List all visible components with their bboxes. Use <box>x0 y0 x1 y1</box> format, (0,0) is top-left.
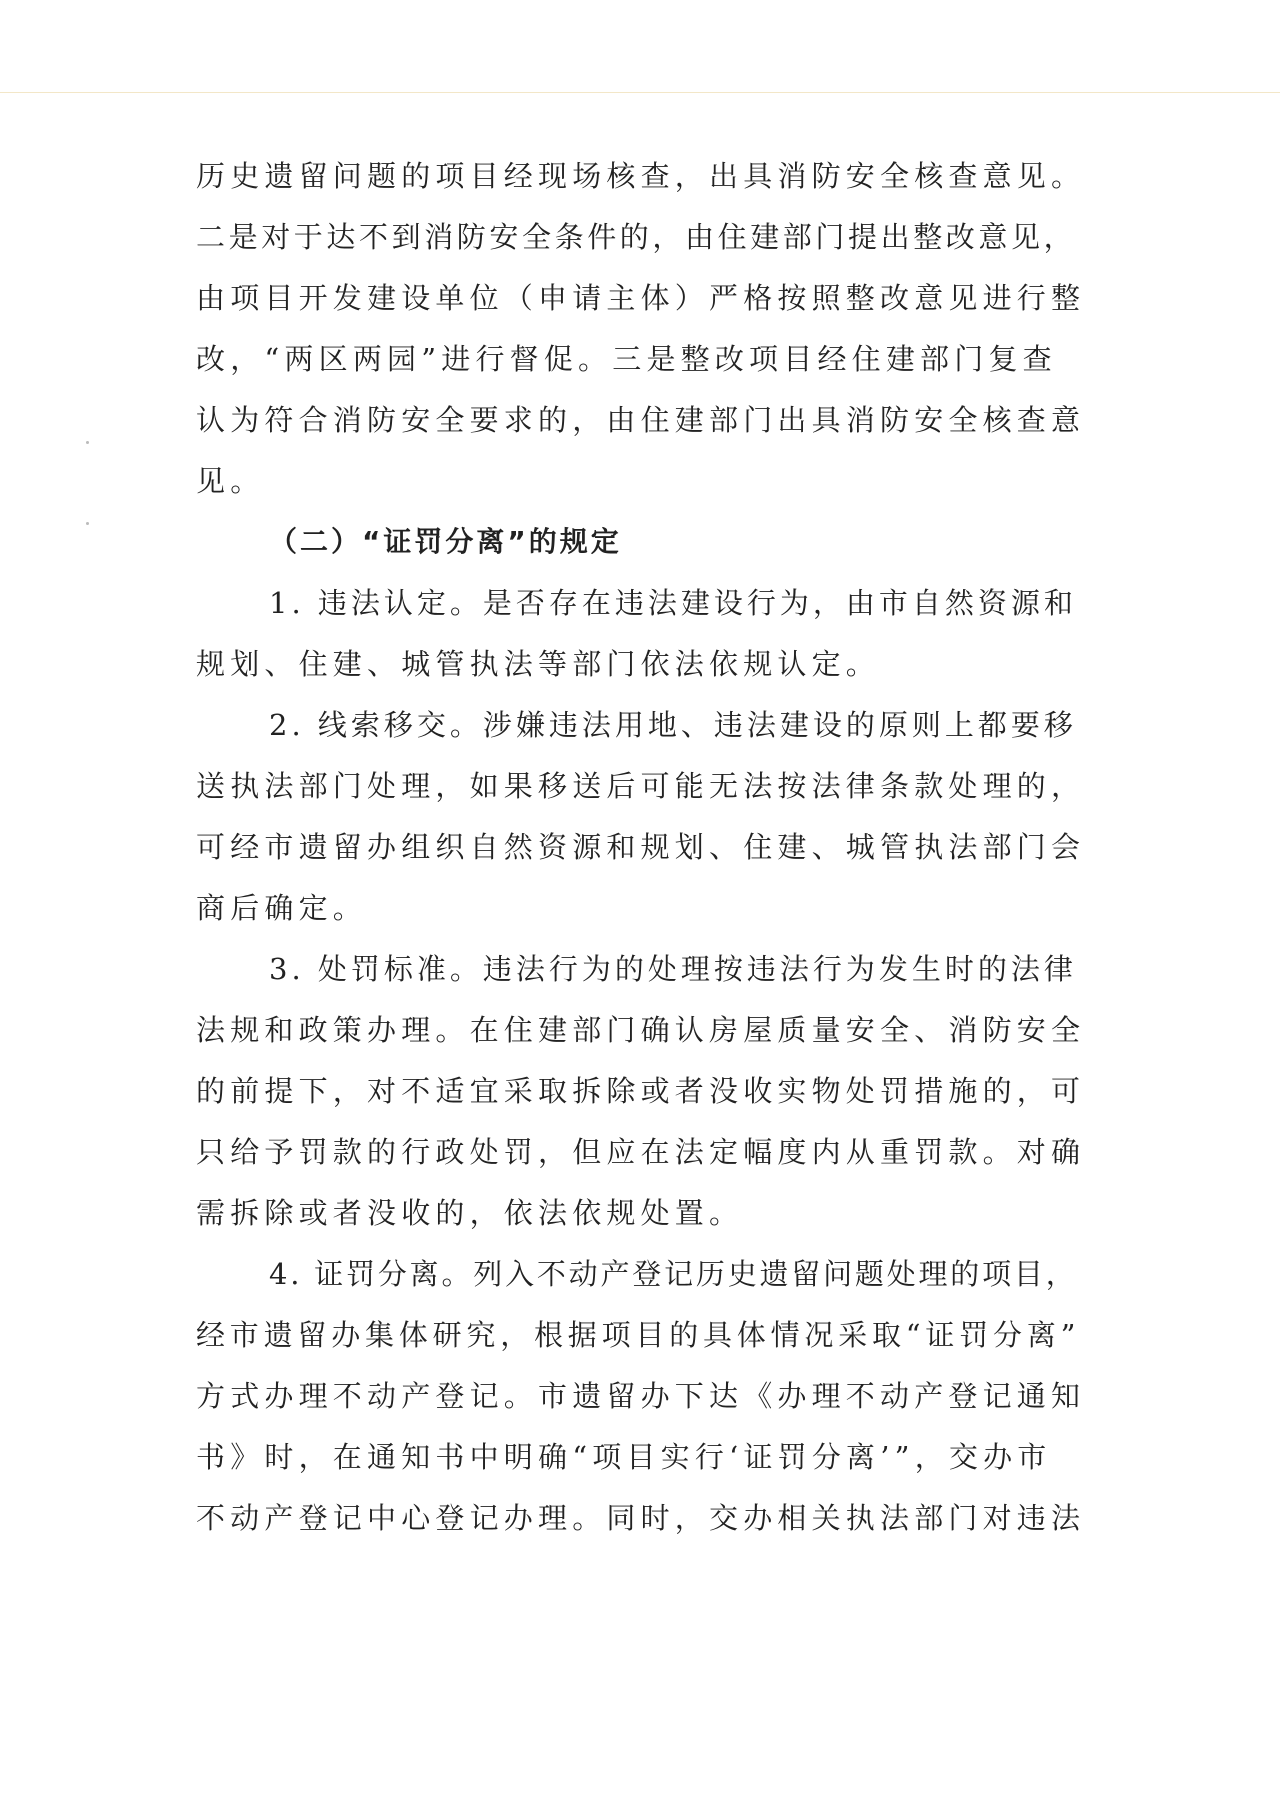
paragraph-line: 送执法部门处理，如果移送后可能无法按法律条款处理的， <box>196 769 1086 803</box>
paragraph-line: 改，“两区两园”进行督促。三是整改项目经住建部门复查 <box>196 342 1057 376</box>
paragraph-line: 的前提下，对不适宜采取拆除或者没收实物处罚措施的，可 <box>196 1074 1086 1108</box>
paragraph-line: 经市遗留办集体研究，根据项目的具体情况采取“证罚分离” <box>196 1318 1081 1352</box>
section-heading: （二）“证罚分离”的规定 <box>269 525 622 558</box>
paragraph-line: 历史遗留问题的项目经现场核查，出具消防安全核查意见。 <box>196 159 1086 193</box>
paragraph-line: 二是对于达不到消防安全条件的，由住建部门提出整改意见， <box>196 220 1077 254</box>
paragraph-line: 2. 线索移交。涉嫌违法用地、违法建设的原则上都要移 <box>269 708 1077 742</box>
paragraph-line: 书》时，在通知书中明确“项目实行‘证罚分离’”，交办市 <box>196 1440 1052 1474</box>
paragraph-line: 法规和政策办理。在住建部门确认房屋质量安全、消防安全 <box>196 1013 1086 1047</box>
paragraph-line: 见。 <box>196 464 265 498</box>
scan-speck <box>86 441 89 444</box>
paragraph-line: 方式办理不动产登记。市遗留办下达《办理不动产登记通知 <box>196 1379 1086 1413</box>
paragraph-line: 1. 违法认定。是否存在违法建设行为，由市自然资源和 <box>269 586 1077 620</box>
paragraph-line: 不动产登记中心登记办理。同时，交办相关执法部门对违法 <box>196 1501 1086 1535</box>
page-top-rule <box>0 92 1280 93</box>
paragraph-line: 只给予罚款的行政处罚，但应在法定幅度内从重罚款。对确 <box>196 1135 1086 1169</box>
paragraph-line: 可经市遗留办组织自然资源和规划、住建、城管执法部门会 <box>196 830 1086 864</box>
paragraph-line: 4. 证罚分离。列入不动产登记历史遗留问题处理的项目， <box>269 1257 1078 1291</box>
paragraph-line: 认为符合消防安全要求的，由住建部门出具消防安全核查意 <box>196 403 1086 437</box>
paragraph-line: 商后确定。 <box>196 891 368 925</box>
paragraph-line: 由项目开发建设单位（申请主体）严格按照整改意见进行整 <box>196 281 1086 315</box>
scan-speck <box>86 522 89 525</box>
paragraph-line: 需拆除或者没收的，依法依规处置。 <box>196 1196 744 1230</box>
paragraph-line: 规划、住建、城管执法等部门依法依规认定。 <box>196 647 881 681</box>
paragraph-line: 3. 处罚标准。违法行为的处理按违法行为发生时的法律 <box>269 952 1077 986</box>
